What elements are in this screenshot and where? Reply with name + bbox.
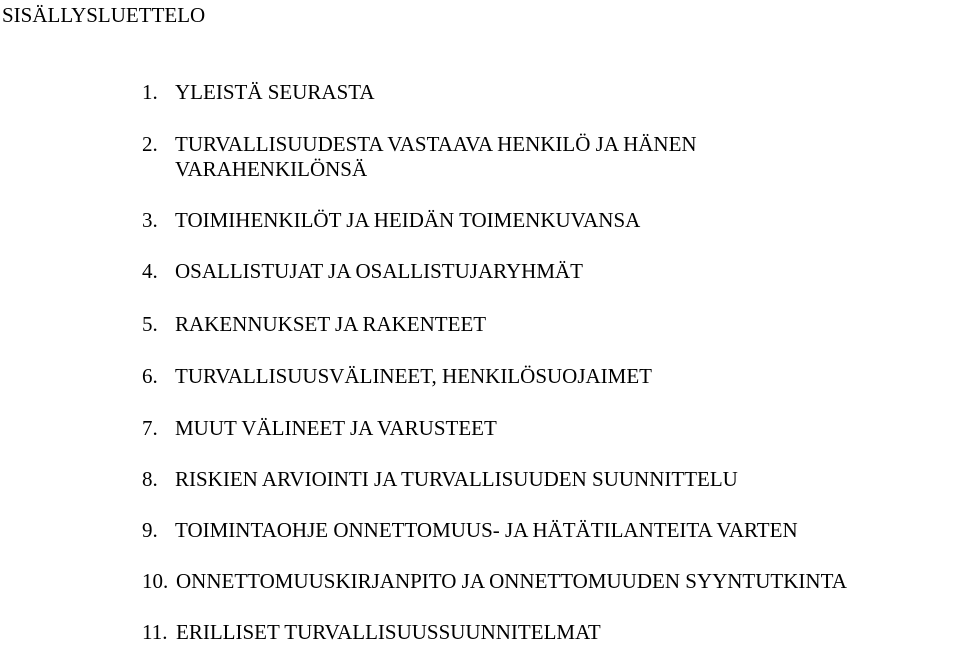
toc-item-text: OSALLISTUJAT JA OSALLISTUJARYHMÄT [175, 259, 583, 283]
toc-item-text-line1: TURVALLISUUDESTA VASTAAVA HENKILÖ JA HÄNEN [175, 132, 697, 156]
toc-item-text: TOIMINTAOHJE ONNETTOMUUS- JA HÄTÄTILANTEITA VARTEN [175, 518, 798, 542]
toc-item-5 [142, 312, 486, 337]
toc-item-8 [142, 467, 738, 492]
toc-item-text: RISKIEN ARVIOINTI JA TURVALLISUUDEN SUUNNITTELU [175, 467, 738, 491]
toc-item-number: 10. [142, 569, 169, 593]
toc-item-number: 7. [142, 416, 158, 440]
toc-item-number: 8. [142, 467, 158, 491]
toc-item-number: 4. [142, 259, 158, 283]
toc-item-number: 9. [142, 518, 158, 542]
toc-item-number: 5. [142, 312, 158, 336]
toc-item-6 [142, 364, 652, 389]
toc-item-number: 2. [142, 132, 158, 156]
toc-item-text: TOIMIHENKILÖT JA HEIDÄN TOIMENKUVANSA [175, 208, 641, 232]
toc-item-text: ERILLISET TURVALLISUUSSUUNNITELMAT [176, 620, 601, 644]
toc-item-number: 1. [142, 80, 158, 104]
toc-item-number: 3. [142, 208, 158, 232]
toc-item-text [175, 132, 697, 182]
toc-item-3 [142, 208, 640, 233]
toc-item-2 [142, 132, 697, 182]
toc-item-number: 6. [142, 364, 158, 388]
toc-item-number: 11. [142, 620, 168, 644]
toc-item-text: TURVALLISUUSVÄLINEET, HENKILÖSUOJAIMET [175, 364, 653, 388]
toc-item-10 [142, 569, 847, 594]
toc-item-7 [142, 416, 497, 441]
page-title: SISÄLLYSLUETTELO [2, 3, 206, 27]
toc-item-4 [142, 259, 583, 284]
toc-item-1 [142, 80, 375, 105]
toc-item-text: RAKENNUKSET JA RAKENTEET [175, 312, 487, 336]
toc-item-text: MUUT VÄLINEET JA VARUSTEET [175, 416, 497, 440]
toc-item-text-line2: VARAHENKILÖNSÄ [175, 157, 368, 181]
toc-item-text: YLEISTÄ SEURASTA [175, 80, 375, 104]
toc-item-text: ONNETTOMUUSKIRJANPITO JA ONNETTOMUUDEN SYYNTUTKINTA [176, 569, 847, 593]
toc-item-11 [142, 620, 601, 645]
toc-item-9 [142, 518, 798, 543]
